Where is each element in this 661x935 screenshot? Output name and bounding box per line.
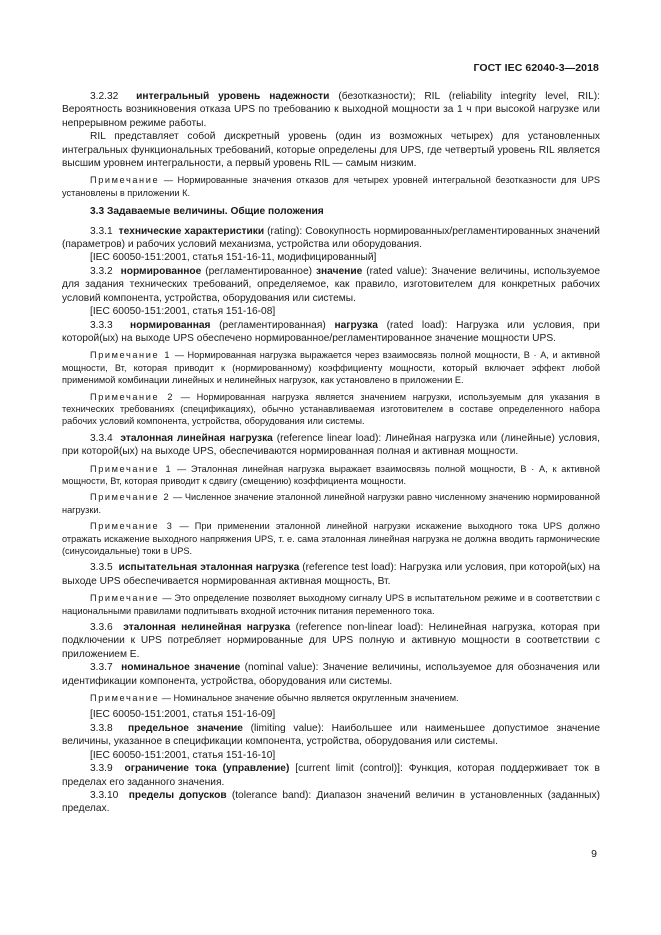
note-label: Примечание 2: [90, 492, 171, 503]
paragraph: RIL представляет собой дискретный уровень (один из возможных четырех) для установленных интегральных функциональных требований, которые определены для UPS, где четвертый уровень RIL является высшим уровнем интегральности, а первый уровень RIL — самым низким.: [62, 131, 600, 170]
term: эталонная линейная нагрузка: [120, 432, 273, 444]
clause-number: 3.3.6: [90, 622, 113, 634]
term: испытательная эталонная нагрузка: [118, 562, 300, 574]
term: пределы допусков: [128, 789, 227, 801]
note-label: Примечание: [90, 175, 160, 186]
page-number: 9: [591, 848, 597, 860]
note: [62, 174, 600, 199]
clause-number: 3.3.7: [90, 662, 113, 674]
note-text: — Нормированная нагрузка является значением нагрузки, используемым для указания в технических требованиях (спецификациях), обычно устанавливаемая изготовителем в составе определенного набора рабочих условий компонента, устройства, оборудования или системы.: [62, 391, 600, 427]
definition: (tolerance band): Диапазон значений величин в установленных (заданных) пределах.: [62, 789, 600, 815]
note: [62, 692, 600, 704]
clause-number: 3.3.1: [90, 225, 113, 237]
clause-number: 3.3.4: [90, 432, 113, 444]
definition: [current limit (control)]: Функция, которая поддерживает ток в пределах его заданного значения.: [62, 763, 600, 788]
term: нормированная: [130, 319, 211, 331]
reference: [IEC 60050-151:2001, статья 151-16-08]: [90, 306, 276, 318]
definition: (rating): Совокупность нормированных/регламентированных значений (параметров) и рабочих условий механизма, устройства или оборудования.: [62, 225, 600, 251]
clause-number: 3.3.9: [90, 763, 113, 775]
term: эталонная нелинейная нагрузка: [123, 622, 291, 634]
clause-3-3-3: [62, 319, 600, 346]
note-label: Примечание 1: [90, 463, 173, 474]
clause-3-3-6: [62, 621, 600, 661]
note-text: — Нормированные значения отказов для четырех уровней интегральной безотказности для UPS установлены в приложении К.: [62, 175, 600, 198]
term: технические характеристики: [118, 225, 265, 237]
definition: (rated load): Нагрузка или условия, при которой(ых) на выходе UPS обеспечено нормированное/регламентированное значение мощности UPS.: [62, 319, 600, 344]
clause-3-3-9: [62, 762, 600, 789]
term: нормированное: [120, 265, 202, 277]
clause-number: 3.2.32: [90, 91, 119, 102]
note: [62, 349, 600, 386]
reference: [IEC 60050-151:2001, статья 151-16-09]: [90, 709, 276, 721]
definition: (rated value): Значение величины, используемое для задания технических требований, определяемое, как правило, изготовителем для конкретных рабочих условий компонента, устройства, оборудования или системы.: [62, 265, 600, 304]
term: интегральный уровень надежности: [136, 91, 330, 102]
note: [62, 491, 600, 516]
clause-3-3-5: [62, 561, 600, 588]
note-label: Примечание 3: [90, 521, 174, 532]
clause-3-3-2: [62, 265, 600, 305]
reference: [IEC 60050-151:2001, статья 151-16-11, модифицированный]: [90, 252, 377, 264]
note-text: — Номинальное значение обычно является округленным значением.: [159, 693, 459, 704]
clause-number: 3.3.5: [90, 562, 113, 574]
note-text: — Эталонная линейная нагрузка выражает взаимосвязь полной мощности, В · А, к активной мощности, Вт, которая приводит к сдвигу (смещению) коэффициента мощности.: [62, 463, 600, 486]
term: ограничение тока (управление): [124, 763, 290, 775]
note-text: — Это определение позволяет выходному сигналу UPS в испытательном режиме и в соответствии с национальными правилами подпитывать входной источник питания переменного тока.: [62, 593, 600, 616]
clause-number: 3.3.2: [90, 265, 113, 277]
note-text: — Нормированная нагрузка выражается через взаимосвязь полной мощности, В · А, и активной мощности, Вт, которая приводит к (нормированному) коэффициенту мощности, который включает эффект любой применимой комбинации линейных и нелинейных нагрузок, как установлено в приложении Е.: [62, 350, 600, 386]
clause-number: 3.3.8: [90, 722, 113, 734]
note-label: Примечание: [90, 593, 160, 604]
clause-3-3-1: [62, 225, 600, 252]
note: [62, 520, 600, 557]
note-text: — При применении эталонной линейной нагрузки искажение выходного тока UPS должно отражать искажение выходного напряжения UPS, т. е. сама эталонная линейная нагрузка не должна вводить гармонические (синусоидальные) токи в UPS.: [62, 521, 600, 556]
note: [62, 391, 600, 428]
clause-3-3-7: [62, 661, 600, 688]
definition: (reference linear load): Линейная нагрузка или (линейные) условия, при которой(ых) на выходе UPS, обеспечиваются нормированная полная и активная мощности.: [62, 432, 600, 458]
document-header: ГОСТ IEC 62040-3—2018: [473, 62, 599, 74]
definition: (reference test load): Нагрузка или условия, при которой(ых) на выходе UPS обеспечивается нормированная активная мощность, Вт.: [62, 562, 600, 587]
definition: (reference non-linear load): Нелинейная нагрузка, которая при подключении к UPS потребляет нормированные для UPS полную и активную мощности в соответствии с приложением Е.: [62, 622, 600, 660]
note-label: Примечание 1: [90, 350, 172, 361]
note: [62, 463, 600, 488]
clause-3-2-32: [62, 90, 600, 130]
definition: (nominal value): Значение величины, используемое для обозначения или идентификации компонента, устройства, оборудования или системы.: [62, 662, 600, 687]
definition: (limiting value): Наибольшее или наименьшее допустимое значение величины, указанное в спецификации компонента, устройства, оборудования или системы.: [62, 722, 601, 748]
term: значение: [315, 265, 363, 277]
term: номинальное значение: [121, 662, 241, 674]
clause-3-3-8: [62, 722, 600, 749]
section-heading: 3.3 Задаваемые величины. Общие положения: [90, 206, 324, 218]
clause-number: 3.3.3: [90, 319, 113, 331]
term-qualifier: (регламентированная): [210, 319, 335, 331]
note-label: Примечание: [90, 693, 160, 704]
note-text: — Численное значение эталонной линейной нагрузки равно численному значению нормированной нагрузки.: [62, 492, 600, 515]
document-body: [62, 90, 600, 816]
clause-3-3-10: [62, 789, 600, 816]
note: [62, 592, 600, 617]
clause-3-3-4: [62, 432, 600, 459]
term: нагрузка: [334, 319, 378, 331]
note-label: Примечание 2: [90, 391, 175, 402]
reference: [IEC 60050-151:2001, статья 151-16-10]: [90, 749, 276, 761]
clause-number: 3.3.10: [90, 789, 119, 801]
term: предельное значение: [128, 722, 243, 734]
definition: (безотказности); RIL (reliability integrity level, RIL): Вероятность возникновения отказа UPS по требованию к выходной мощности за 1 ч при высокой нагрузке или непрерывном режиме работы.: [62, 91, 600, 129]
term-qualifier: (регламентированное): [201, 265, 316, 277]
